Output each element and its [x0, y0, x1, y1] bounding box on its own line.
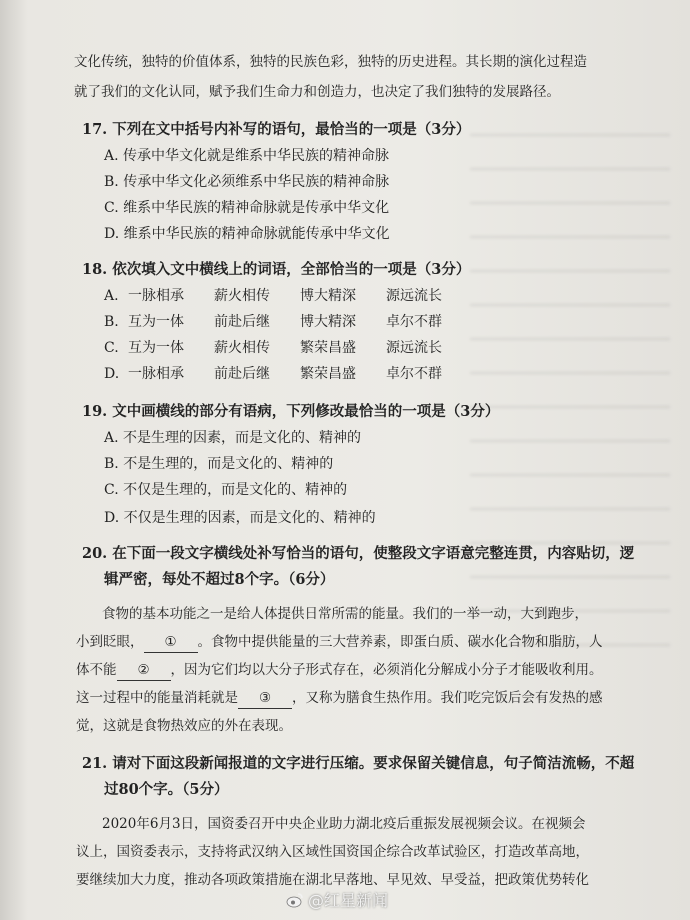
q18-option-a: A. 一脉相承 薪火相传 博大精深 源远流长: [104, 288, 442, 304]
q17-option-c: C. 维系中华民族的精神命脉就是传承中华文化: [104, 200, 390, 216]
q20-passage-line-4: 这一过程中的能量消耗就是 ③ ，又称为膳食生热作用。我们吃完饭后会有发热的感: [76, 688, 603, 709]
q20-stem-line-2: 辑严密，每处不超过8个字。（6分）: [104, 571, 335, 588]
blank-1: ①: [144, 632, 198, 653]
q21-passage-line-3: 要继续加大力度，推动各项政策措施在湖北早落地、早见效、早受益，把政策优势转化: [76, 872, 589, 888]
blank-2: ②: [117, 660, 171, 681]
q18-option-b: B. 互为一体 前赴后继 博大精深 卓尔不群: [104, 314, 442, 330]
q19-option-b: B. 不是生理的，而是文化的、精神的: [104, 456, 334, 472]
q20-stem-line-1: 20. 在下面一段文字横线处补写恰当的语句，使整段文字语意完整连贯，内容贴切，逻: [82, 545, 635, 562]
q19-option-d: D. 不仅是生理的因素，而是文化的、精神的: [104, 510, 376, 526]
intro-line-1: 文化传统，独特的价值体系，独特的民族色彩，独特的历史进程。其长期的演化过程造: [74, 54, 587, 70]
weibo-icon: [286, 892, 304, 908]
q17-option-b: B. 传承中华文化必须维系中华民族的精神命脉: [104, 174, 390, 190]
bleed-through-text: [470, 110, 670, 670]
q21-stem-line-1: 21. 请对下面这段新闻报道的文字进行压缩。要求保留关键信息，句子简洁流畅，不超: [82, 755, 635, 772]
q17-option-a: A. 传承中华文化就是维系中华民族的精神命脉: [104, 148, 390, 164]
q20-passage-line-1: 食物的基本功能之一是给人体提供日常所需的能量。我们的一举一动，大到跑步，: [102, 606, 588, 622]
q17-option-d: D. 维系中华民族的精神命脉就能传承中华文化: [104, 226, 390, 242]
q19-stem: 19. 文中画横线的部分有语病，下列修改最恰当的一项是（3分）: [82, 403, 500, 420]
q17-stem: 17. 下列在文中括号内补写的语句，最恰当的一项是（3分）: [82, 121, 471, 138]
q19-option-a: A. 不是生理的因素，而是文化的、精神的: [104, 430, 362, 446]
q20-passage-line-2: 小到眨眼， ① 。食物中提供能量的三大营养素，即蛋白质、碳水化合物和脂肪，人: [76, 632, 603, 653]
q21-passage-line-1: 2020年6月3日，国资委召开中央企业助力湖北疫后重振发展视频会议。在视频会: [102, 816, 586, 832]
q18-option-d: D. 一脉相承 前赴后继 繁荣昌盛 卓尔不群: [104, 366, 442, 382]
watermark: @红星新闻: [286, 888, 388, 911]
q21-stem-line-2: 过80个字。（5分）: [104, 781, 229, 798]
q18-stem: 18. 依次填入文中横线上的词语，全部恰当的一项是（3分）: [82, 261, 471, 278]
q20-passage-line-3: 体不能 ② ，因为它们均以大分子形式存在，必须消化分解成小分子才能吸收利用。: [76, 660, 603, 681]
q19-option-c: C. 不仅是生理的，而是文化的、精神的: [104, 482, 348, 498]
blank-3: ③: [238, 688, 292, 709]
intro-line-2: 就了我们的文化认同，赋予我们生命力和创造力，也决定了我们独特的发展路径。: [74, 84, 560, 100]
q21-passage-line-2: 议上，国资委表示，支持将武汉纳入区域性国资国企综合改革试验区，打造改革高地，: [76, 844, 589, 860]
q20-passage-line-5: 觉，这就是食物热效应的外在表现。: [76, 718, 292, 734]
q18-option-c: C. 互为一体 薪火相传 繁荣昌盛 源远流长: [104, 340, 442, 356]
